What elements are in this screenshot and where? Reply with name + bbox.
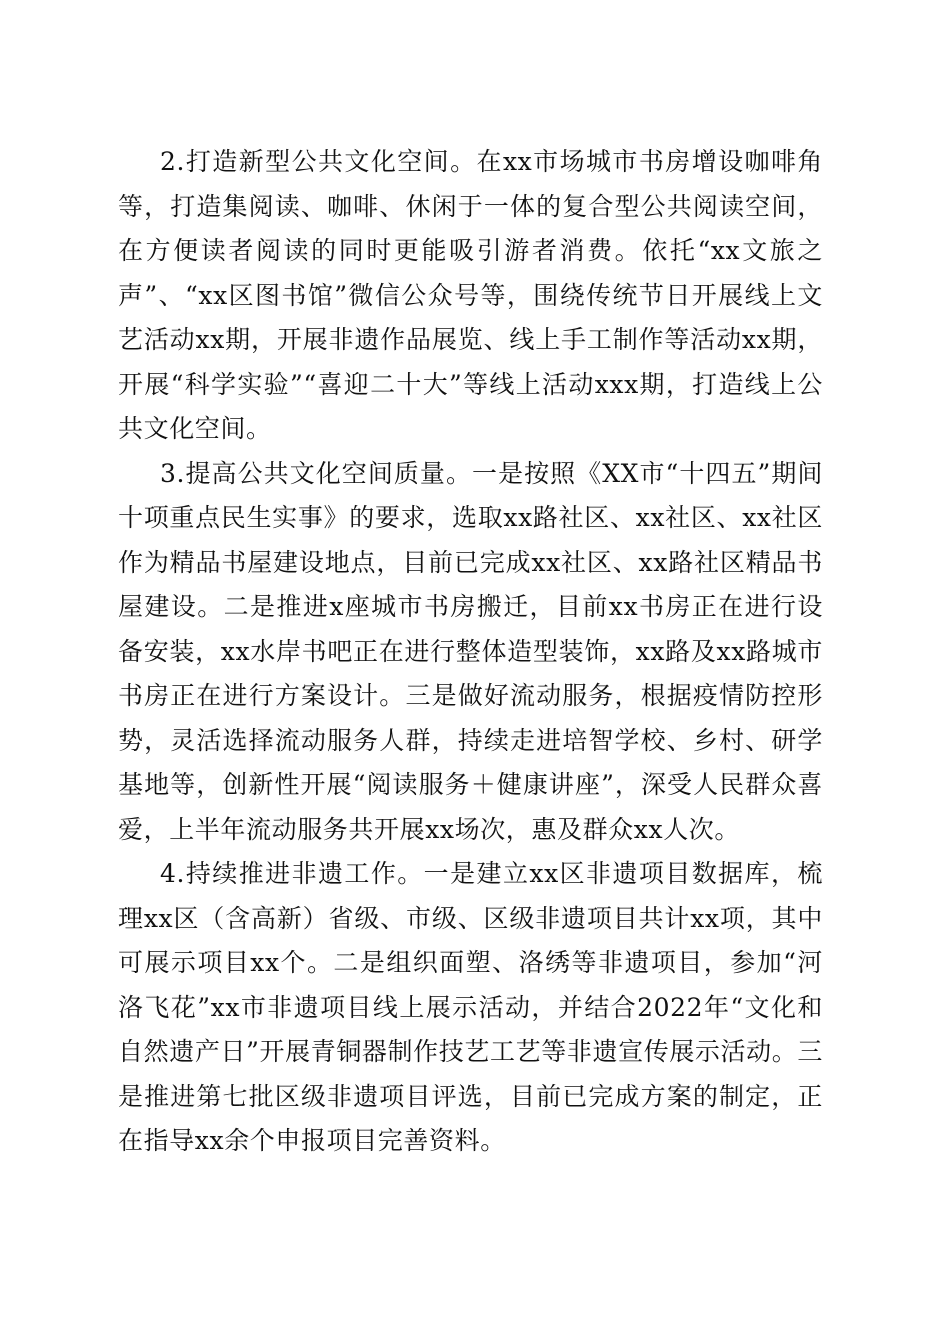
document-body bbox=[118, 140, 823, 1164]
paragraph-public-cultural-space: 2.打造新型公共文化空间。在xx市场城市书房增设咖啡角等，打造集阅读、咖啡、休闲于一体的复合型公共阅读空间，在方便读者阅读的同时更能吸引游者消费。依托“xx文旅之声”、“xx区图书馆”微信公众号等，围绕传统节日开展线上文艺活动xx期，开展非遗作品展览、线上手工制作等活动xx期，开展“科学实验”“喜迎二十大”等线上活动xxx期，打造线上公共文化空间。 bbox=[118, 147, 823, 443]
paragraph-space-quality: 3.提高公共文化空间质量。一是按照《XX市“十四五”期间十项重点民生实事》的要求，选取xx路社区、xx社区、xx社区作为精品书屋建设地点，目前已完成xx社区、xx路社区精品书屋建设。二是推进x座城市书房搬迁，目前xx书房正在进行设备安装，xx水岸书吧正在进行整体造型装饰，xx路及xx路城市书房正在进行方案设计。三是做好流动服务，根据疫情防控形势，灵活选择流动服务人群，持续走进培智学校、乡村、研学基地等，创新性开展“阅读服务＋健康讲座”，深受人民群众喜爱，上半年流动服务共开展xx场次，惠及群众xx人次。 bbox=[118, 458, 823, 844]
paragraph-intangible-heritage: 4.持续推进非遗工作。一是建立xx区非遗项目数据库，梳理xx区（含高新）省级、市级、区级非遗项目共计xx项，其中可展示项目xx个。二是组织面塑、洛绣等非遗项目，参加“河洛飞花”xx市非遗项目线上展示活动，并结合2022年“文化和自然遗产日”开展青铜器制作技艺工艺等非遗宣传展示活动。三是推进第七批区级非遗项目评选，目前已完成方案的制定，正在指导xx余个申报项目完善资料。 bbox=[118, 859, 823, 1155]
